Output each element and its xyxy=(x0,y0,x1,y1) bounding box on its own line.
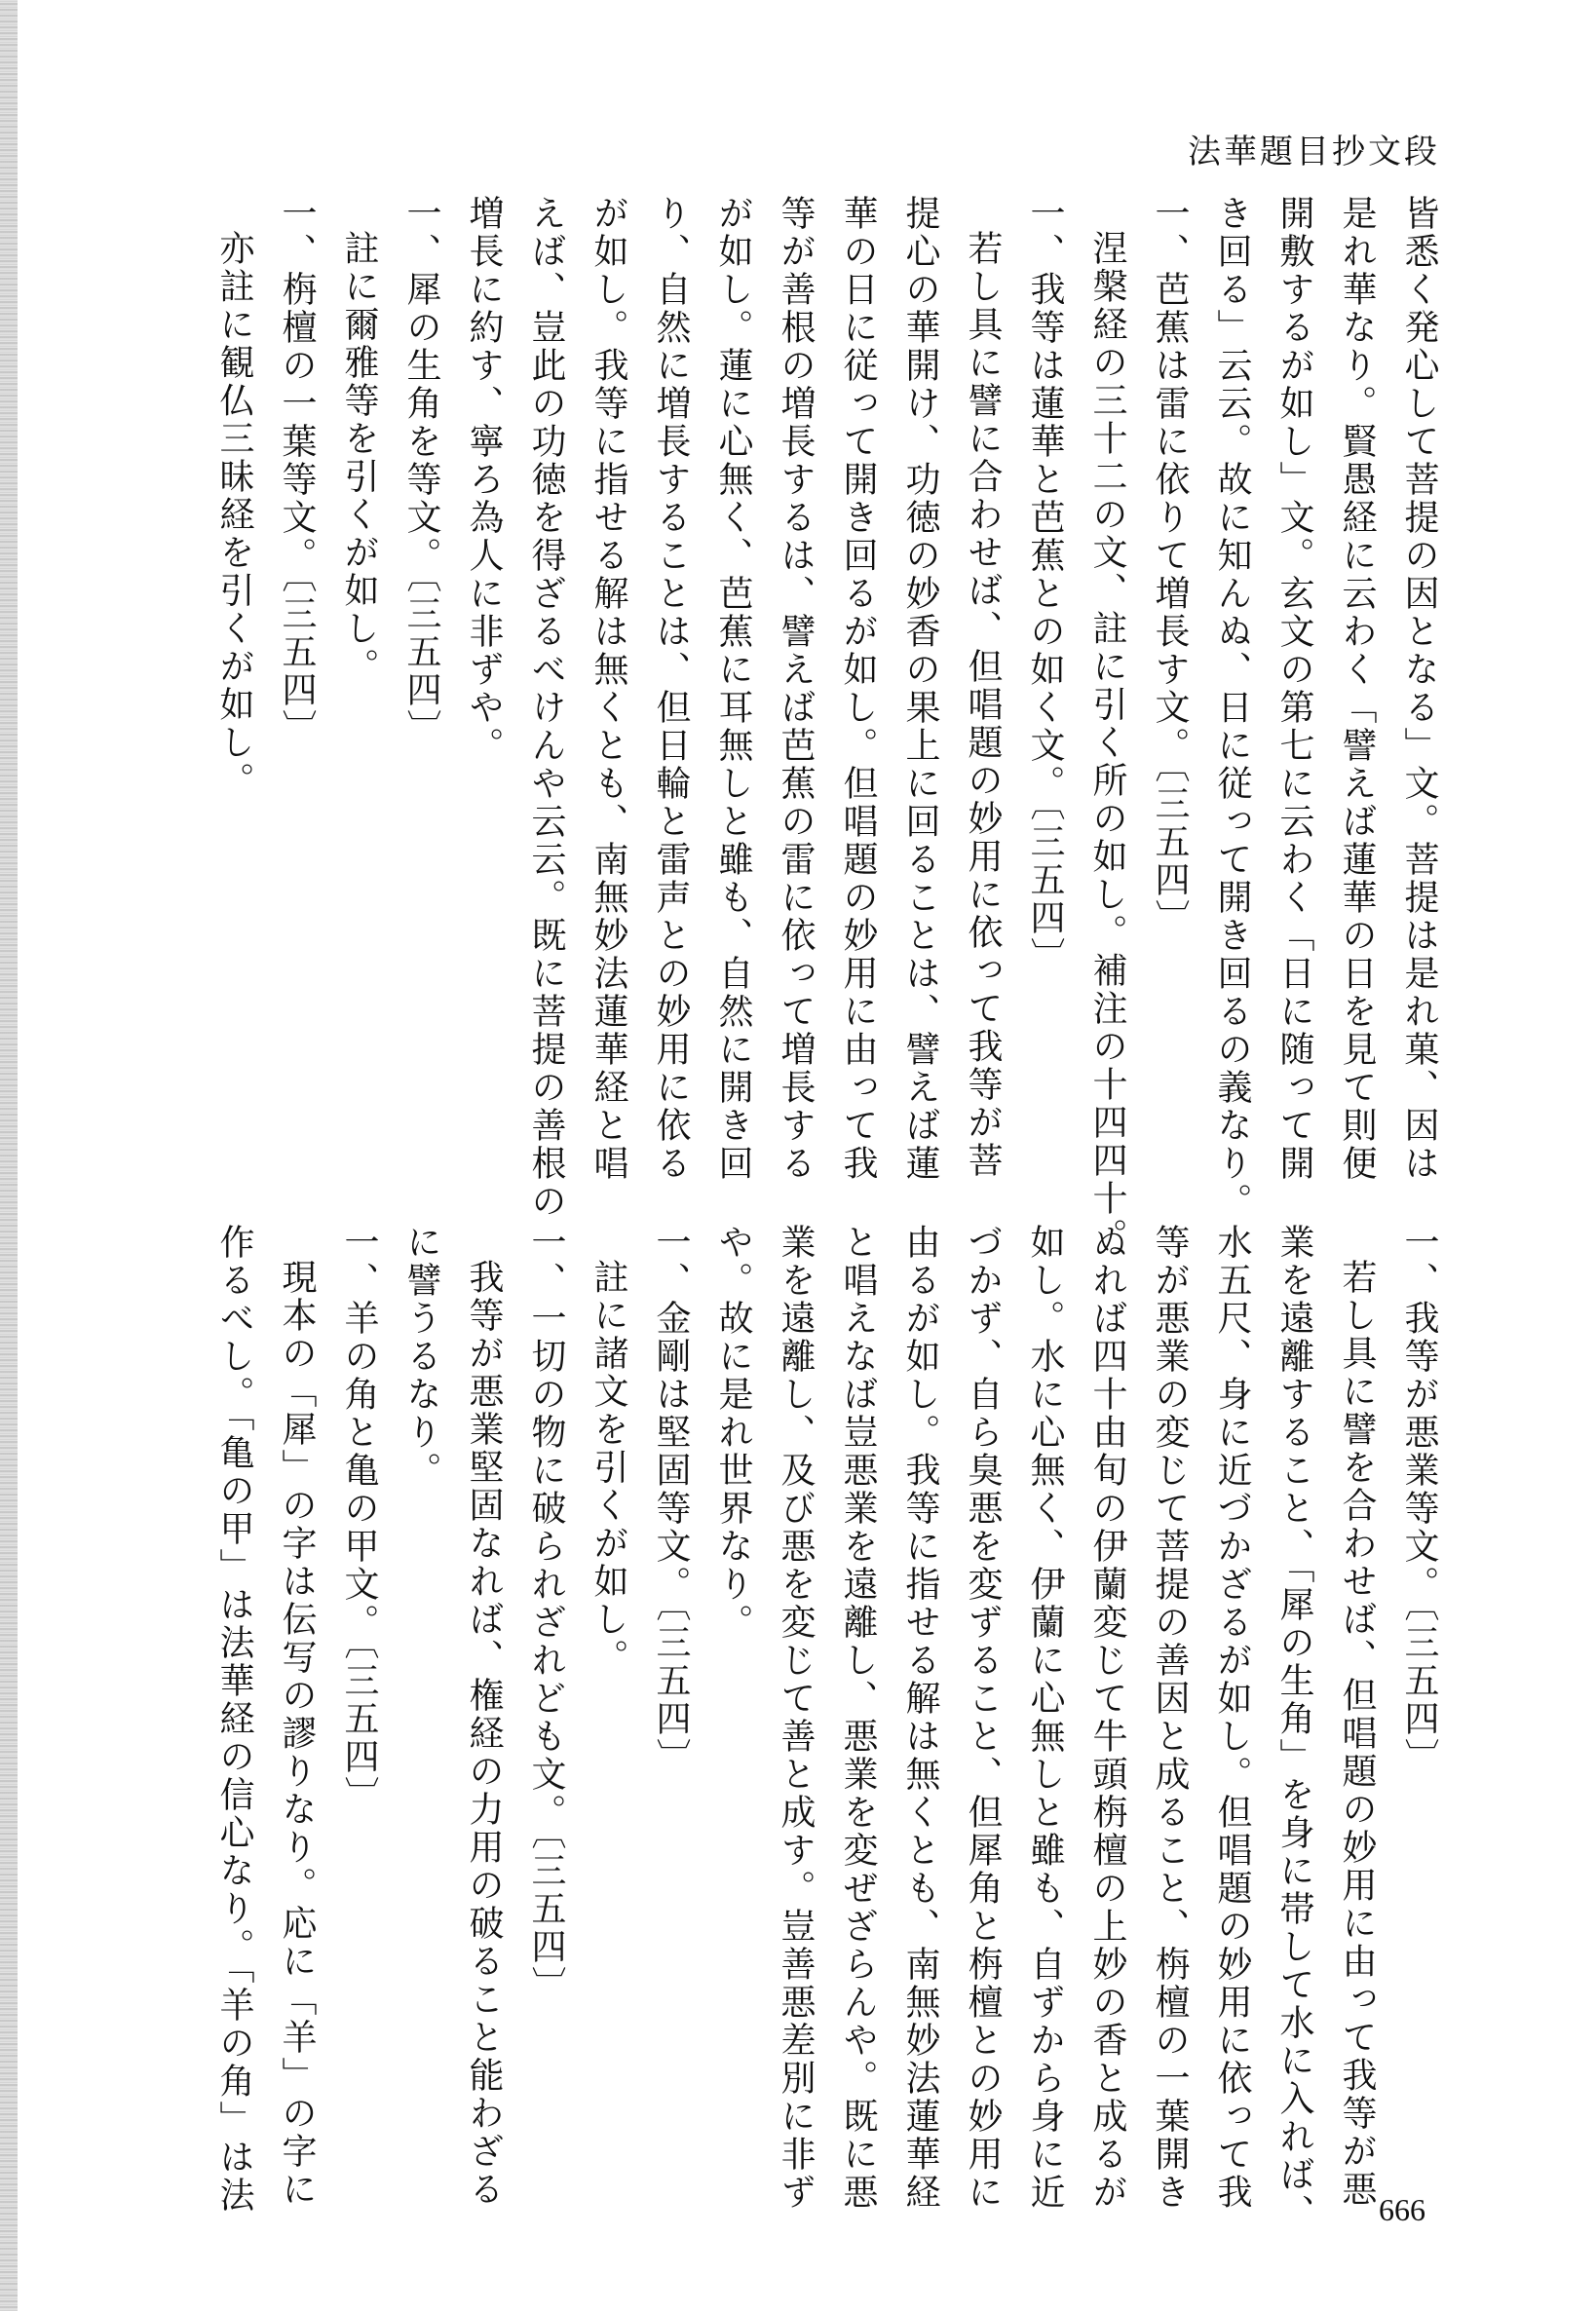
text-line: ぬれば四十由旬の伊蘭変じて牛頭栴檀の上妙の香と成るが xyxy=(1087,1224,1127,2212)
text-line: 作るべし。「亀の甲」は法華経の信心なり。「羊の角」は法 xyxy=(214,1224,254,2215)
page-number: 666 xyxy=(1379,2192,1425,2227)
text-line: 業を遠離すること、「犀の生角」を身に帯して水に入れば、 xyxy=(1274,1224,1314,2232)
running-header: 法華題目抄文段 xyxy=(1188,133,1440,171)
text-line: 等が善根の増長するは、譬えば芭蕉の雷に依って増長する xyxy=(776,195,816,1183)
text-line: 亦註に観仏三昧経を引くが如し。 xyxy=(214,230,254,800)
text-line: に譬うるなり。 xyxy=(401,1224,441,1490)
text-line: 涅槃経の三十二の文、註に引く所の如し。補注の十四四十。 xyxy=(1087,230,1127,1256)
text-line: 是れ華なり。賢愚経に云わく「譬えば蓮華の日を見て則便 xyxy=(1337,195,1377,1183)
text-line: 我等が悪業堅固なれば、権経の力用の破ること能わざる xyxy=(464,1259,504,2209)
text-line: 業を遠離し、及び悪を変じて善と成す。豈善悪差別に非ず xyxy=(776,1224,816,2212)
text-line: 水五尺、身に近づかざるが如し。但唱題の妙用に依って我 xyxy=(1212,1224,1252,2212)
text-line: 一、我等は蓮華と芭蕉との如く文。〔三五四〕 xyxy=(1025,195,1065,975)
text-line: や。故に是れ世界なり。 xyxy=(713,1224,753,1642)
text-line: 一、我等が悪業等文。〔三五四〕 xyxy=(1399,1224,1439,1776)
text-line: が如し。蓮に心無く、芭蕉に耳無しと雖も、自然に開き回 xyxy=(713,195,753,1183)
text-line: づかず、自ら臭悪を変ずること、但犀角と栴檀との妙用に xyxy=(963,1224,1003,2212)
text-line: 一、羊の角と亀の甲文。〔三五四〕 xyxy=(339,1224,379,1814)
text-line: 皆悉く発心して菩提の因となる」文。菩提は是れ菓、因は xyxy=(1399,195,1439,1183)
text-line: き回る」云云。故に知んぬ、日に従って開き回るの義なり。 xyxy=(1212,195,1252,1221)
text-line: 提心の華開け、功徳の妙香の果上に回ることは、譬えば蓮 xyxy=(900,195,940,1183)
text-line: 華の日に従って開き回るが如し。但唱題の妙用に由って我 xyxy=(838,195,878,1183)
text-line: 一、一切の物に破られざれども文。〔三五四〕 xyxy=(526,1224,566,2004)
text-line: 一、金剛は堅固等文。〔三五四〕 xyxy=(651,1224,691,1776)
text-line: と唱えなば豈悪業を遠離し、悪業を変ぜざらんや。既に悪 xyxy=(838,1224,878,2212)
text-line: 一、犀の生角を等文。〔三五四〕 xyxy=(401,195,441,747)
text-line: 一、栴檀の一葉等文。〔三五四〕 xyxy=(277,195,317,747)
text-line: が如し。我等に指せる解は無くとも、南無妙法蓮華経と唱 xyxy=(589,195,628,1183)
text-line: 註に爾雅等を引くが如し。 xyxy=(339,230,379,686)
text-line: り、自然に増長することは、但日輪と雷声との妙用に依る xyxy=(651,195,691,1183)
text-line: 由るが如し。我等に指せる解は無くとも、南無妙法蓮華経 xyxy=(900,1224,940,2212)
text-line: 一、芭蕉は雷に依りて増長す文。〔三五四〕 xyxy=(1150,195,1190,937)
text-line: 如し。水に心無く、伊蘭に心無しと雖も、自ずから身に近 xyxy=(1025,1224,1065,2212)
text-line: 若し具に譬に合わせば、但唱題の妙用に依って我等が菩 xyxy=(963,230,1003,1180)
text-line: 現本の「犀」の字は伝写の謬りなり。応に「羊」の字に xyxy=(277,1259,317,2209)
text-line: 等が悪業の変じて菩提の善因と成ること、栴檀の一葉開き xyxy=(1150,1224,1190,2212)
text-line: 増長に約す、寧ろ為人に非ずや。 xyxy=(464,195,504,765)
text-line: 若し具に譬を合わせば、但唱題の妙用に由って我等が悪 xyxy=(1337,1259,1377,2209)
scan-edge xyxy=(0,0,18,2311)
upper-text-block xyxy=(203,195,1450,1256)
text-line: 開敷するが如し」文。玄文の第七に云わく「日に随って開 xyxy=(1274,195,1314,1183)
text-line: 註に諸文を引くが如し。 xyxy=(589,1259,628,1677)
text-line: えば、豈此の功徳を得ざるべけんや云云。既に菩提の善根の xyxy=(526,195,566,1221)
